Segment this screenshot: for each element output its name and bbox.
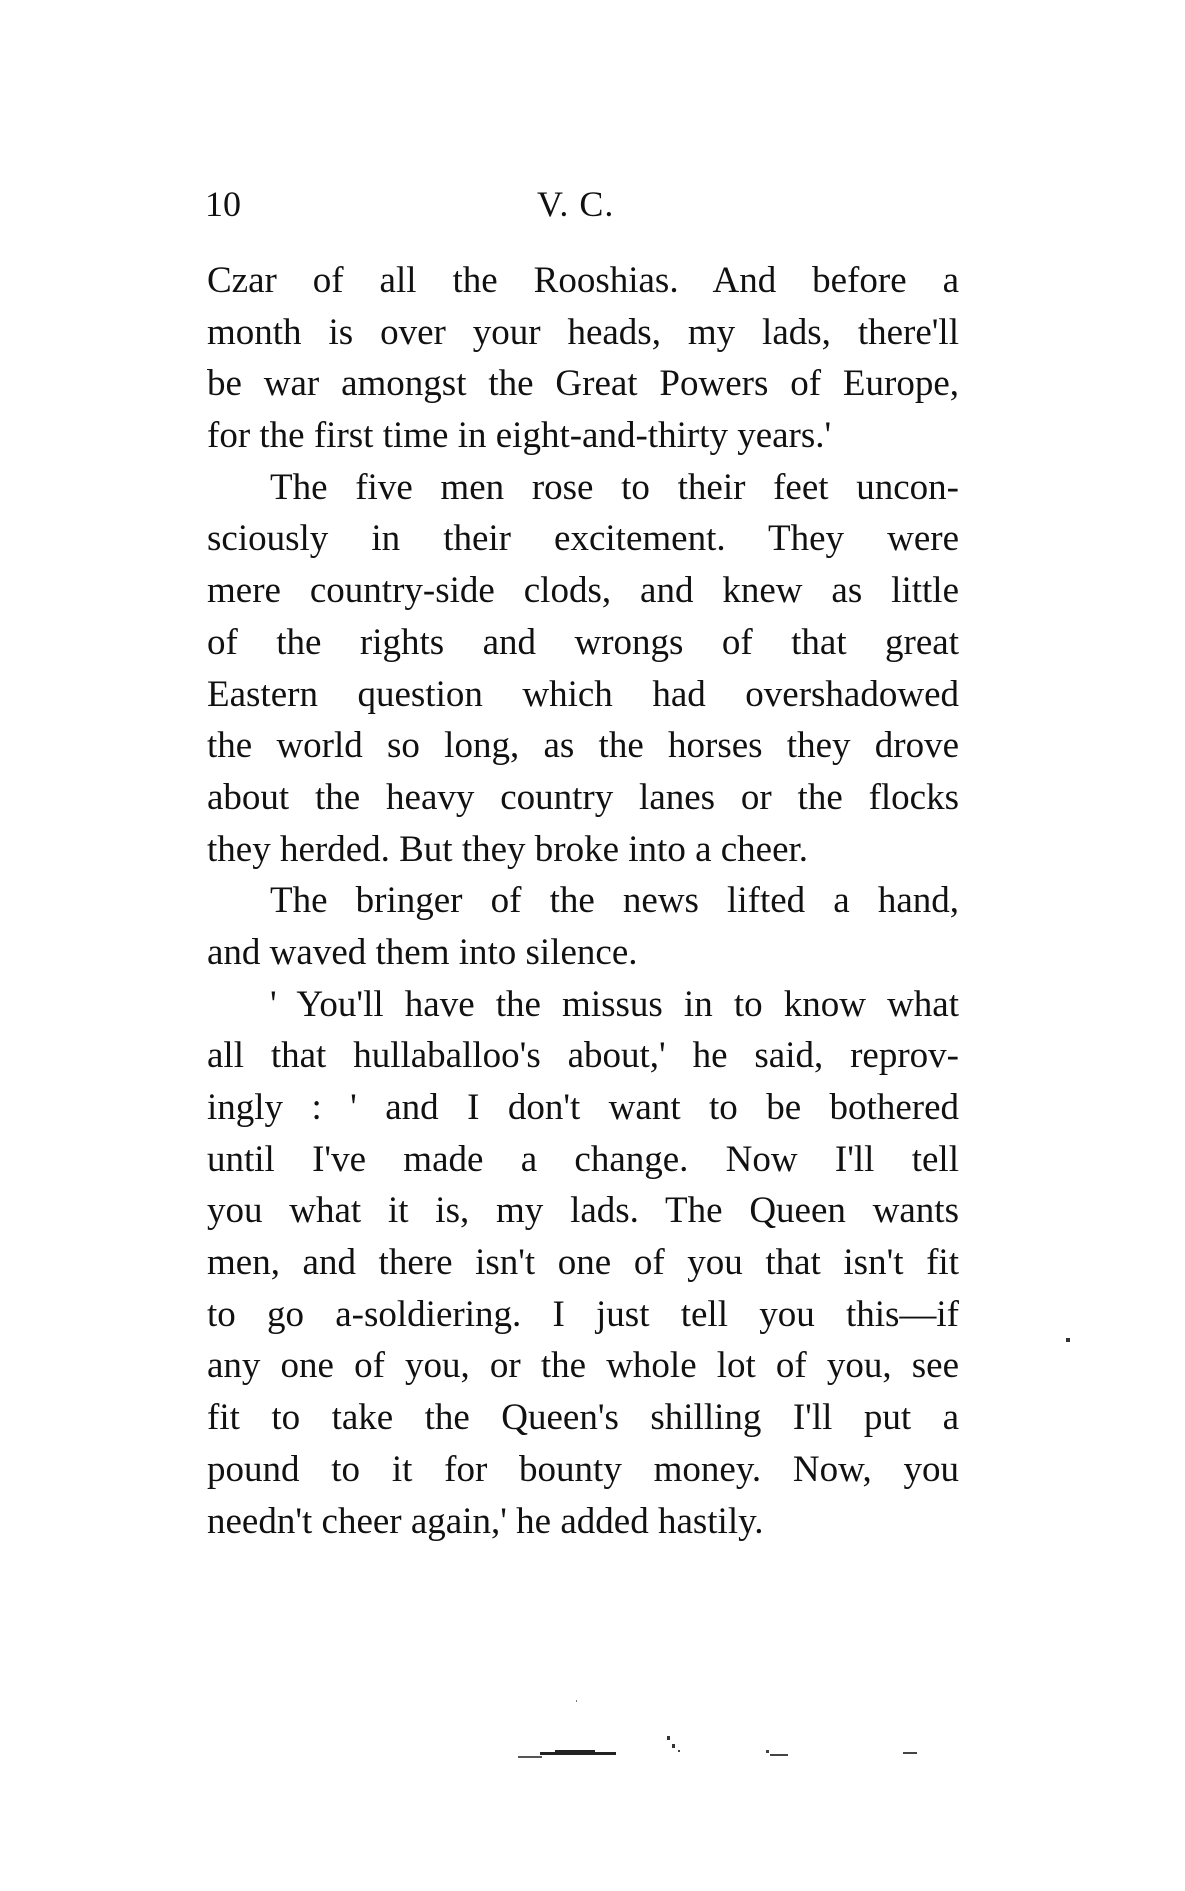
running-title: V. C. (537, 184, 615, 224)
text-line: and waved them into silence. (207, 931, 638, 973)
text-line: sciously in their excitement. They were (207, 518, 959, 560)
page-number: 10 (205, 184, 241, 224)
scan-speck (903, 1752, 917, 1754)
scan-speck (555, 1750, 595, 1753)
text-line: month is over your heads, my lads, there'll (207, 311, 959, 353)
text-line: any one of you, or the whole lot of you, see (207, 1345, 959, 1387)
scan-speck (770, 1754, 788, 1756)
text-line: needn't cheer again,' he added hastily. (207, 1500, 764, 1542)
text-line: to go a-soldiering. I just tell you this—if (207, 1293, 959, 1335)
text-line: they herded. But they broke into a cheer. (207, 828, 809, 870)
text-line: fit to take the Queen's shilling I'll put a (207, 1397, 959, 1439)
text-line: you what it is, my lads. The Queen wants (207, 1190, 959, 1232)
scan-speck (678, 1750, 680, 1752)
text-line: men, and there isn't one of you that isn't fit (207, 1242, 959, 1284)
text-line: about the heavy country lanes or the flocks (207, 776, 959, 818)
text-line: of the rights and wrongs of that great (207, 621, 959, 663)
text-line: be war amongst the Great Powers of Europe, (207, 363, 959, 405)
text-line: pound to it for bounty money. Now, you (207, 1448, 959, 1490)
text-line: Eastern question which had overshadowed (207, 673, 959, 715)
text-line: Czar of all the Rooshias. And before a (207, 260, 959, 301)
scan-speck (766, 1750, 769, 1753)
text-line: until I've made a change. Now I'll tell (207, 1138, 959, 1180)
text-line: mere country-side clods, and knew as little (207, 570, 959, 612)
body-text (207, 255, 959, 1547)
text-line: The five men rose to their feet uncon- (270, 466, 959, 508)
text-line: the world so long, as the horses they drove (207, 725, 959, 767)
scan-speck (518, 1756, 542, 1758)
page-header (205, 183, 985, 233)
text-line: The bringer of the news lifted a hand, (270, 880, 959, 922)
scan-speck (540, 1752, 616, 1755)
text-line: all that hullaballoo's about,' he said, reprov- (207, 1035, 959, 1077)
text-line: ' You'll have the missus in to know what (270, 983, 959, 1025)
scan-speck (576, 1700, 577, 1702)
scan-speck (672, 1744, 675, 1748)
text-line: ingly : ' and I don't want to be bothered (207, 1087, 959, 1128)
text-line: for the first time in eight-and-thirty years.' (207, 415, 832, 457)
scan-speck (667, 1736, 670, 1740)
scan-speck (1066, 1338, 1070, 1342)
